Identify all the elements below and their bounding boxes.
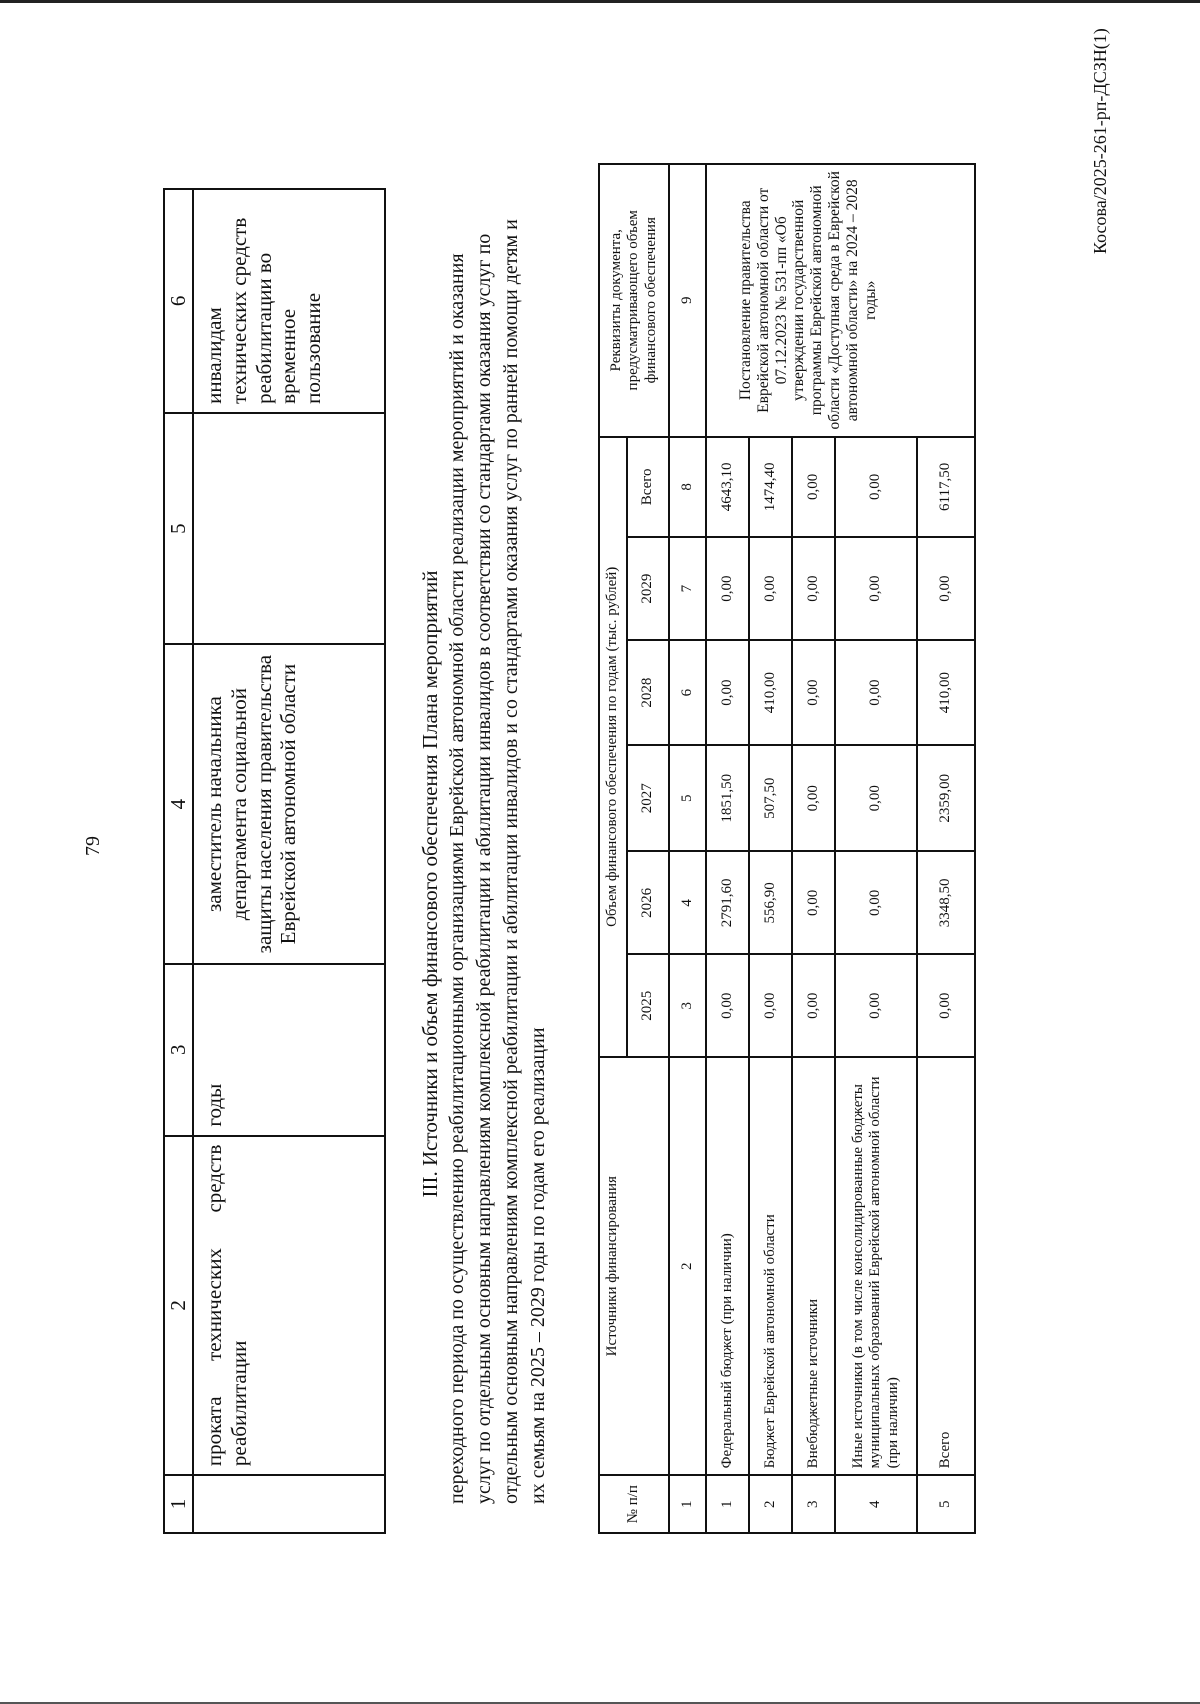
row-no: 1 <box>706 1475 749 1533</box>
cell-result: инвалидам технических средств реабилитации во временное пользование <box>193 189 385 413</box>
row-source: Всего <box>917 1057 975 1475</box>
value-cell: 3348,50 <box>917 851 975 954</box>
value-cell: 0,00 <box>917 537 975 640</box>
value-cell: 0,00 <box>835 851 917 954</box>
row-source: Федеральный бюджет (при наличии) <box>706 1057 749 1475</box>
financing-table <box>598 163 976 1534</box>
value-cell: 0,00 <box>749 954 792 1057</box>
cell-period: годы <box>193 964 385 1136</box>
value-cell: 0,00 <box>835 640 917 745</box>
value-cell: 0,00 <box>835 745 917 851</box>
value-cell: 0,00 <box>706 954 749 1057</box>
section-title: III. Источники и объем финансового обеспечения Плана мероприятий <box>418 570 442 1198</box>
col-num: 9 <box>669 164 706 437</box>
table-row <box>193 189 385 1533</box>
row-source: Бюджет Еврейской автономной области <box>749 1057 792 1475</box>
header-cell: 1 <box>164 1475 193 1533</box>
col-num: 3 <box>669 954 706 1057</box>
fin-header-row-1 <box>599 164 627 1533</box>
value-cell: 1851,50 <box>706 745 749 851</box>
col-num: 8 <box>669 437 706 538</box>
header-source: Источники финансирования <box>599 1057 669 1475</box>
value-cell: 0,00 <box>792 437 835 538</box>
value-cell: 2359,00 <box>917 745 975 851</box>
value-cell: 0,00 <box>835 537 917 640</box>
value-cell: 0,00 <box>792 851 835 954</box>
table-row <box>706 164 749 1533</box>
column-number-row <box>669 164 706 1533</box>
row-source: Иные источники (в том числе консолидированные бюджеты муниципальных образований Еврейской автономной области (при наличии) <box>835 1057 917 1475</box>
col-num: 7 <box>669 537 706 640</box>
year-cell: 2029 <box>627 537 669 640</box>
cell-number <box>193 1475 385 1533</box>
value-cell: 1474,40 <box>749 437 792 538</box>
value-cell: 0,00 <box>706 640 749 745</box>
cell-col5 <box>193 413 385 644</box>
year-cell: 2027 <box>627 745 669 851</box>
header-cell: 6 <box>164 189 193 413</box>
year-cell: Всего <box>627 437 669 538</box>
value-cell: 410,00 <box>917 640 975 745</box>
row-source: Внебюджетные источники <box>792 1057 835 1475</box>
cell-activity: проката технических средств реабилитации <box>193 1136 385 1476</box>
value-cell: 0,00 <box>792 640 835 745</box>
row-no: 3 <box>792 1475 835 1533</box>
col-num: 5 <box>669 745 706 851</box>
table-header-row <box>164 189 193 1533</box>
header-cell: 2 <box>164 1136 193 1476</box>
document-reference: Косова/2025-261-рп-ДСЗН(1) <box>1090 28 1110 254</box>
value-cell: 0,00 <box>706 537 749 640</box>
col-num: 6 <box>669 640 706 745</box>
col-num: 2 <box>669 1057 706 1475</box>
header-cell: 4 <box>164 644 193 964</box>
year-cell: 2026 <box>627 851 669 954</box>
col-num: 4 <box>669 851 706 954</box>
value-cell: 556,90 <box>749 851 792 954</box>
row-no: 5 <box>917 1475 975 1533</box>
row-no: 4 <box>835 1475 917 1533</box>
col-num: 1 <box>669 1475 706 1533</box>
header-volume: Объем финансового обеспечения по годам (тыс. рублей) <box>599 437 627 1058</box>
value-cell: 0,00 <box>835 437 917 538</box>
header-cell: 3 <box>164 964 193 1136</box>
header-requisites: Реквизиты документа, предусматривающего объем финансового обеспечения <box>599 164 669 437</box>
value-cell: 2791,60 <box>706 851 749 954</box>
value-cell: 0,00 <box>917 954 975 1057</box>
year-cell: 2028 <box>627 640 669 745</box>
value-cell: 507,50 <box>749 745 792 851</box>
value-cell: 0,00 <box>792 954 835 1057</box>
value-cell: 6117,50 <box>917 437 975 538</box>
row-no: 2 <box>749 1475 792 1533</box>
value-cell: 0,00 <box>749 537 792 640</box>
header-cell: 5 <box>164 413 193 644</box>
cell-responsible: заместитель начальника департамента социальной защиты населения правительства Еврейской автономной области <box>193 644 385 964</box>
header-no: № п/п <box>599 1475 669 1533</box>
year-cell: 2025 <box>627 954 669 1057</box>
value-cell: 0,00 <box>835 954 917 1057</box>
page-number: 79 <box>82 836 104 856</box>
continued-table <box>163 188 386 1534</box>
value-cell: 0,00 <box>792 537 835 640</box>
value-cell: 0,00 <box>792 745 835 851</box>
value-cell: 4643,10 <box>706 437 749 538</box>
requisites-cell: Постановление правительства Еврейской автономной области от 07.12.2023 № 531-пп «Об утверждении государственной программы Еврейской автономной области «Доступная среда в Еврейской автономной области» на 2024 – 2028 годы» <box>706 164 975 437</box>
value-cell: 410,00 <box>749 640 792 745</box>
section-description: переходного периода по осуществлению реабилитационными организациями Еврейской автономной области реализации мероприятий и оказания услуг по отдельным основным направлениям комплексной реабилитации и абилитации инвалидов в соответствии со стандартами оказания услуг по отдельным основным направлениям комплексной реабилитации и абилитации инвалидов и со стандартами оказания услуг по ранней помощи детям и их семьям на 2025 – 2029 годы по годам его реализации <box>446 219 549 1504</box>
